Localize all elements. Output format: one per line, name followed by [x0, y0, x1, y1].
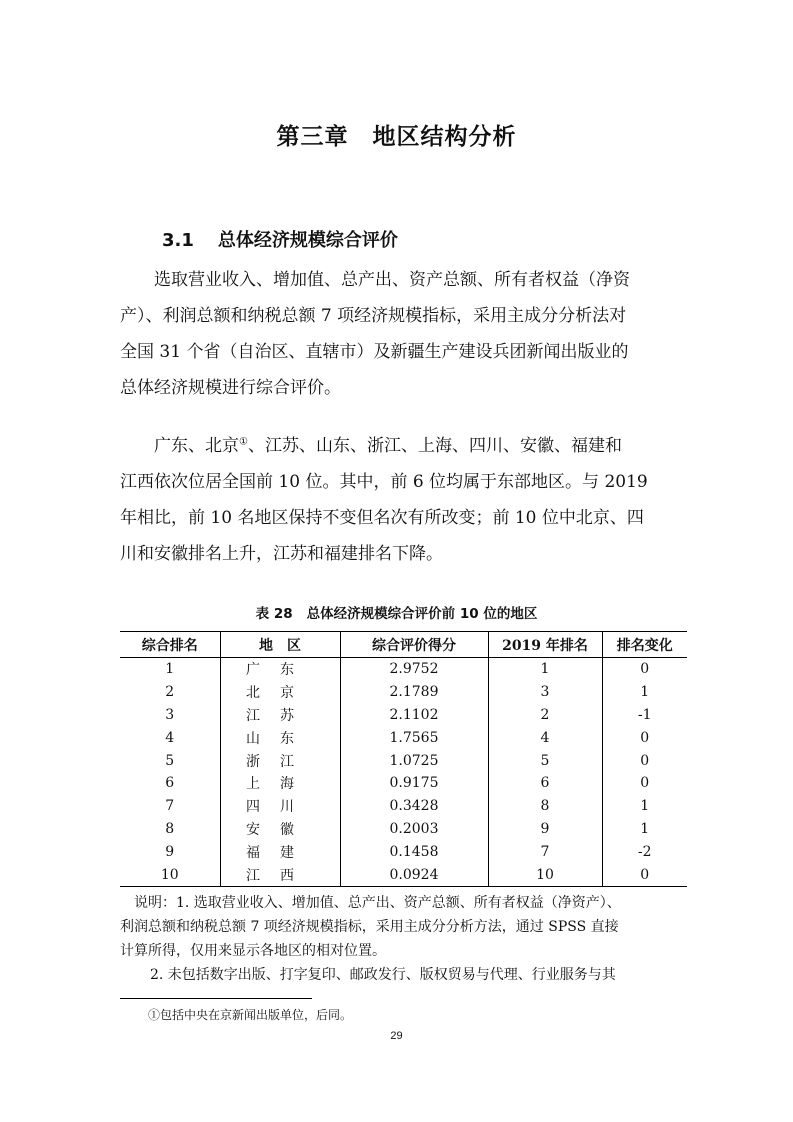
note-line: 2. 未包括数字出版、打字复印、邮政发行、版权贸易与代理、行业服务与其 — [150, 967, 616, 983]
change-cell: 1 — [602, 681, 687, 704]
rank-cell: 8 — [165, 820, 175, 837]
paragraph-line: 年相比，前 10 名地区保持不变但名次有所改变；前 10 位中北京、四 — [120, 508, 644, 528]
change-cell: 0 — [602, 726, 687, 749]
score-cell: 0.0924 — [340, 863, 488, 886]
region-cell: 山东 — [220, 726, 340, 749]
table-row — [120, 749, 687, 772]
rank-cell: 3 — [165, 706, 175, 723]
region-cell: 上海 — [220, 772, 340, 795]
table-notes — [120, 891, 680, 987]
change-cell: 1 — [602, 818, 687, 841]
section-number: 3.1 — [162, 230, 194, 251]
paragraph-1 — [120, 262, 676, 406]
table-row — [120, 840, 687, 863]
paragraph-line: 全国 31 个省（自治区、直辖市）及新疆生产建设兵团新闻出版业的 — [120, 342, 629, 362]
paragraph-2 — [120, 428, 676, 572]
rank-cell: 4 — [165, 729, 175, 746]
rank-cell: 10 — [120, 863, 220, 886]
prev-rank-cell: 4 — [488, 726, 602, 749]
score-cell: 0.2003 — [340, 818, 488, 841]
footnote-divider — [120, 998, 312, 999]
paragraph-line: 江西依次位居全国前 10 位。其中，前 6 位均属于东部地区。与 2019 — [120, 472, 648, 492]
score-cell: 1.7565 — [340, 726, 488, 749]
rank-cell: 9 — [165, 843, 175, 860]
score-cell: 0.3428 — [340, 795, 488, 818]
score-cell: 0.9175 — [340, 772, 488, 795]
region-cell: 福建 — [220, 840, 340, 863]
rank-cell: 1 — [165, 661, 175, 678]
change-cell: 0 — [602, 772, 687, 795]
prev-rank-cell: 6 — [488, 772, 602, 795]
prev-rank-cell: 9 — [488, 818, 602, 841]
region-cell: 安徽 — [220, 818, 340, 841]
note-line: 利润总额和纳税总额 7 项经济规模指标，采用主成分分析方法，通过 SPSS 直接 — [120, 919, 619, 935]
change-cell: 0 — [602, 863, 687, 886]
region-cell: 江苏 — [220, 704, 340, 727]
table-title: 总体经济规模综合评价前 10 位的地区 — [306, 606, 538, 622]
table-row — [120, 658, 687, 681]
page-number: 29 — [390, 1030, 403, 1042]
score-cell: 2.1102 — [340, 704, 488, 727]
score-cell: 1.0725 — [340, 749, 488, 772]
header-2019-rank: 2019 年排名 — [488, 632, 602, 658]
table-row — [120, 772, 687, 795]
region-cell: 四川 — [220, 795, 340, 818]
rank-cell: 7 — [165, 798, 175, 815]
table-row — [120, 795, 687, 818]
rank-cell: 5 — [165, 752, 175, 769]
change-cell: -2 — [602, 840, 687, 863]
section-heading — [162, 226, 398, 252]
paragraph-text: 广东、北京 — [154, 436, 239, 456]
score-cell: 0.1458 — [340, 840, 488, 863]
prev-rank-cell: 10 — [488, 863, 602, 886]
table-row — [120, 726, 687, 749]
change-cell: 0 — [602, 749, 687, 772]
score-cell: 2.9752 — [340, 658, 488, 681]
change-cell: 1 — [602, 795, 687, 818]
footnote-reference[interactable]: ① — [239, 436, 248, 448]
note-line: 计算所得，仅用来显示各地区的相对位置。 — [120, 943, 386, 959]
prev-rank-cell: 3 — [488, 681, 602, 704]
region-cell: 江西 — [220, 863, 340, 886]
header-rank-change: 排名变化 — [602, 632, 687, 658]
table-row — [120, 704, 687, 727]
change-cell: -1 — [602, 704, 687, 727]
prev-rank-cell: 8 — [488, 795, 602, 818]
paragraph-line: 川和安徽排名上升，江苏和福建排名下降。 — [120, 544, 443, 564]
region-cell: 广东 — [220, 658, 340, 681]
chapter-title: 第三章 地区结构分析 — [276, 124, 517, 150]
ranking-table — [120, 631, 687, 887]
region-cell: 浙江 — [220, 749, 340, 772]
table-number: 表 28 — [255, 606, 293, 622]
header-region: 地 区 — [220, 632, 340, 658]
prev-rank-cell: 7 — [488, 840, 602, 863]
table-caption — [0, 602, 793, 622]
paragraph-line: 总体经济规模进行综合评价。 — [120, 378, 341, 398]
region-cell: 北京 — [220, 681, 340, 704]
footnote: ①包括中央在京新闻出版单位，后同。 — [148, 1008, 353, 1022]
section-title: 总体经济规模综合评价 — [217, 230, 398, 251]
prev-rank-cell: 1 — [488, 658, 602, 681]
header-score: 综合评价得分 — [340, 632, 488, 658]
change-cell: 0 — [602, 658, 687, 681]
table-row — [120, 818, 687, 841]
score-cell: 2.1789 — [340, 681, 488, 704]
paragraph-line — [120, 428, 676, 464]
paragraph-line: 产）、利润总额和纳税总额 7 项经济规模指标，采用主成分分析法对 — [120, 306, 627, 326]
note-line: 说明：1. 选取营业收入、增加值、总产出、资产总额、所有者权益（净资产）、 — [134, 895, 621, 911]
table-header-row — [120, 632, 687, 658]
prev-rank-cell: 2 — [488, 704, 602, 727]
paragraph-line: 选取营业收入、增加值、总产出、资产总额、所有者权益（净资 — [154, 270, 630, 290]
rank-cell: 2 — [165, 684, 175, 701]
header-rank: 综合排名 — [120, 632, 220, 658]
paragraph-text: 、江苏、山东、浙江、上海、四川、安徽、福建和 — [247, 436, 622, 456]
prev-rank-cell: 5 — [488, 749, 602, 772]
table-row — [120, 863, 687, 886]
table-row — [120, 681, 687, 704]
rank-cell: 6 — [165, 775, 175, 792]
